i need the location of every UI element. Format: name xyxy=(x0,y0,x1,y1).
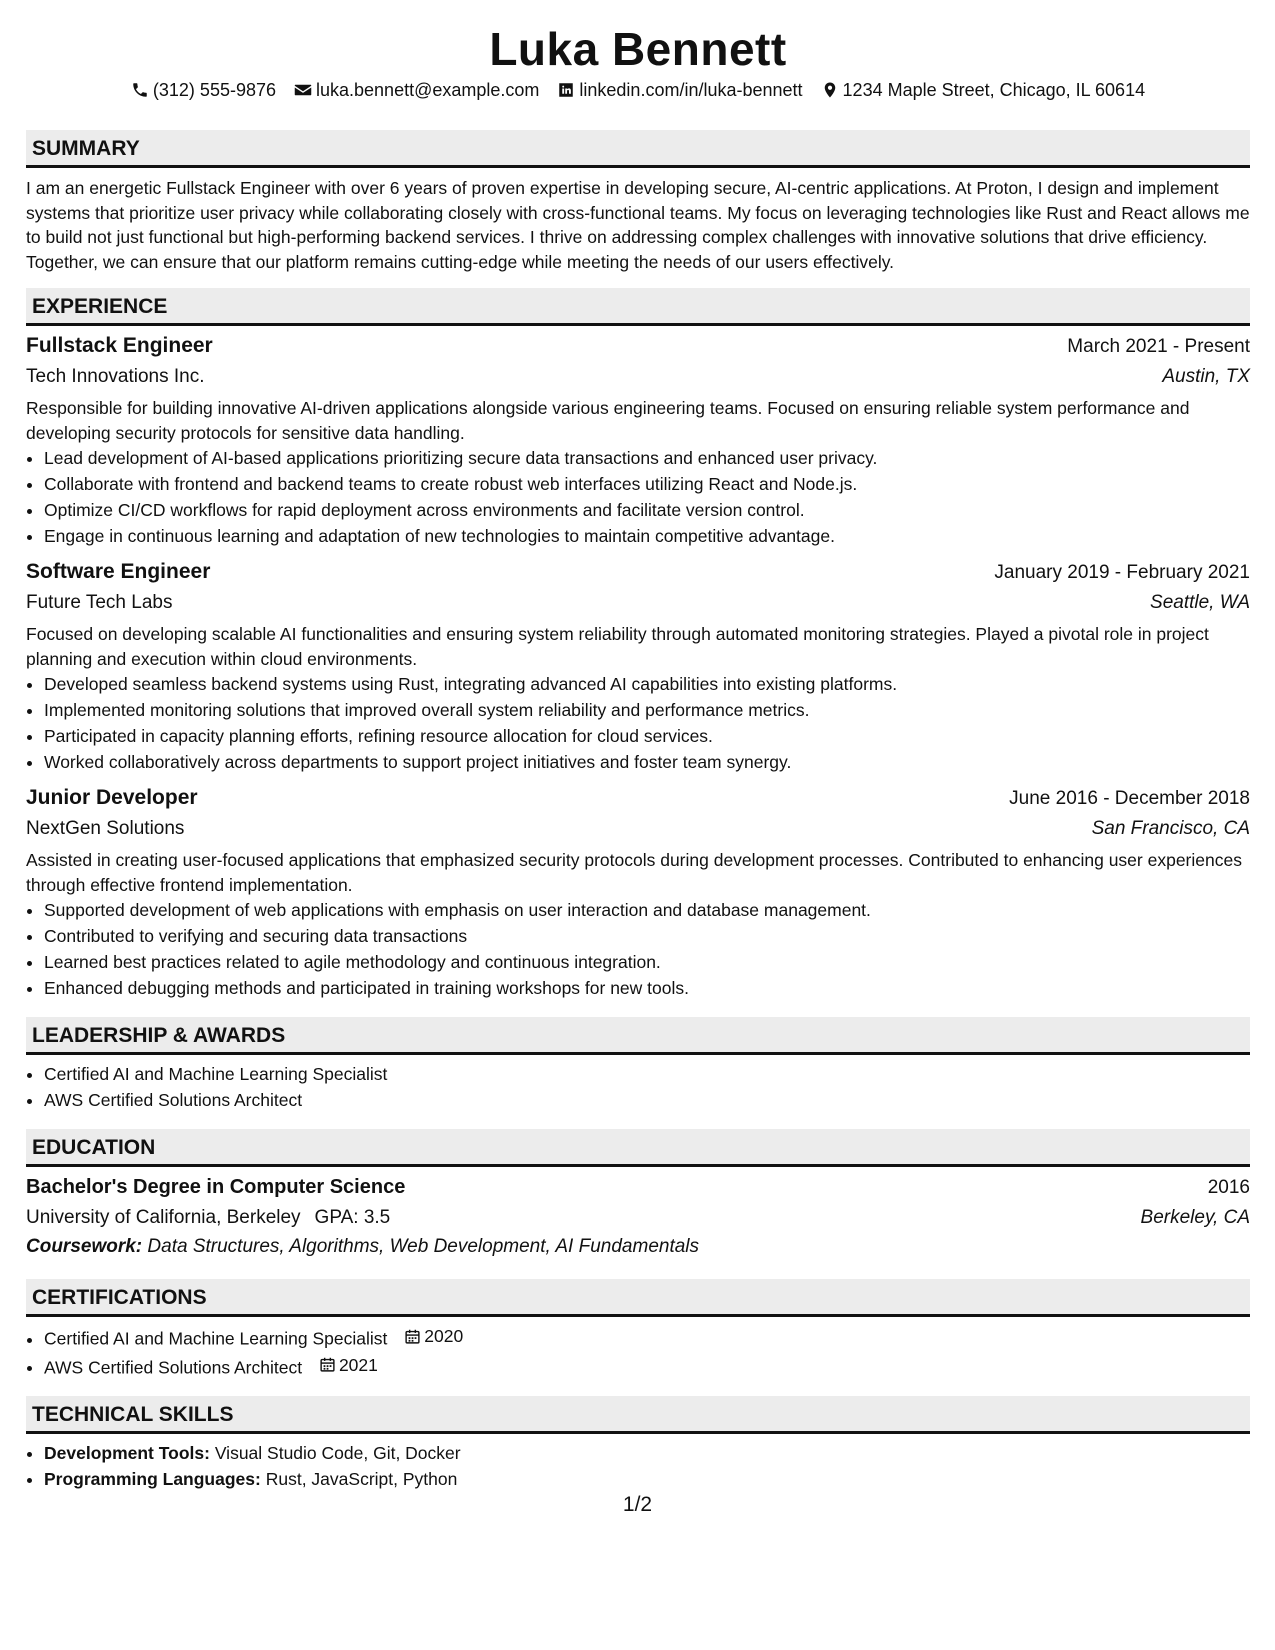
certifications-section xyxy=(26,1279,1250,1380)
list-item: • Participated in capacity planning efforts, refining resource allocation for cloud services. xyxy=(44,723,1250,749)
job-bullets xyxy=(26,671,1250,775)
list-item: • Developed seamless backend systems using Rust, integrating advanced AI capabilities into existing platforms. xyxy=(44,671,1250,697)
list-item: • Implemented monitoring solutions that improved overall system reliability and performance metrics. xyxy=(44,697,1250,723)
job-description: Responsible for building innovative AI-driven applications alongside various engineering teams. Focused on ensuring reliable system performance and developing security protocols for sensitive data handling. xyxy=(26,398,1190,443)
job-description: Focused on developing scalable AI functionalities and ensuring system reliability through automated monitoring strategies. Played a pivotal role in project planning and execution within cloud environments. xyxy=(26,624,1209,669)
certification-name: AWS Certified Solutions Architect xyxy=(44,1357,303,1377)
job-description: Assisted in creating user-focused applications that emphasized security protocols during development processes. Contributed to enhancing user experiences through effective frontend implementation. xyxy=(26,850,1242,895)
coursework-label: Coursework: xyxy=(26,1236,143,1257)
coursework-list: Data Structures, Algorithms, Web Development, AI Fundamentals xyxy=(147,1236,700,1257)
list-item: • Collaborate with frontend and backend teams to create robust web interfaces utilizing React and Node.js. xyxy=(44,471,1250,497)
job-location: San Francisco, CA xyxy=(1091,818,1250,839)
experience-section xyxy=(26,288,1250,1001)
leadership-section xyxy=(26,1017,1250,1113)
skills-list xyxy=(26,1440,1250,1492)
job-dates: January 2019 - February 2021 xyxy=(994,562,1250,583)
job-dates: June 2016 - December 2018 xyxy=(1009,788,1250,809)
job-entry xyxy=(26,783,1250,1001)
job-entry xyxy=(26,557,1250,775)
job-company: NextGen Solutions xyxy=(26,818,185,839)
list-item: • Certified AI and Machine Learning Specialist xyxy=(44,1061,1250,1087)
phone-text: (312) 555-9876 xyxy=(152,80,276,100)
calendar-icon xyxy=(404,1328,421,1345)
school-line xyxy=(26,1203,390,1233)
list-item xyxy=(44,1440,1250,1466)
list-item xyxy=(44,1352,1250,1381)
resume-header xyxy=(26,22,1250,102)
list-item: • Optimize CI/CD workflows for rapid deployment across environments and facilitate version control. xyxy=(44,497,1250,523)
education-section xyxy=(26,1129,1250,1261)
certification-year: 2021 xyxy=(338,1354,378,1375)
calendar-icon xyxy=(319,1356,336,1373)
linkedin-icon xyxy=(557,81,575,99)
gpa: GPA: 3.5 xyxy=(314,1207,391,1228)
skills-section xyxy=(26,1396,1250,1492)
job-entry xyxy=(26,331,1250,549)
job-bullets xyxy=(26,445,1250,549)
list-item: • Worked collaboratively across departments to support project initiatives and foster team synergy. xyxy=(44,749,1250,775)
list-item: • Supported development of web applications with emphasis on user interaction and database management. xyxy=(44,897,1250,923)
job-bullets xyxy=(26,897,1250,1001)
skill-value: Rust, JavaScript, Python xyxy=(265,1469,458,1489)
leadership-heading: LEADERSHIP & AWARDS xyxy=(26,1017,1250,1055)
job-title: Junior Developer xyxy=(26,786,198,809)
certifications-heading: CERTIFICATIONS xyxy=(26,1279,1250,1317)
contact-email[interactable] xyxy=(294,78,539,102)
graduation-year: 2016 xyxy=(1207,1177,1250,1198)
contact-linkedin[interactable] xyxy=(557,78,802,102)
skill-label: Programming Languages: xyxy=(44,1469,261,1489)
job-location: Seattle, WA xyxy=(1150,592,1250,613)
certifications-list xyxy=(26,1323,1250,1380)
skill-label: Development Tools: xyxy=(44,1443,210,1463)
list-item xyxy=(44,1466,1250,1492)
certification-date xyxy=(404,1323,463,1349)
skills-heading: TECHNICAL SKILLS xyxy=(26,1396,1250,1434)
list-item: • Learned best practices related to agile methodology and continuous integration. xyxy=(44,949,1250,975)
education-heading: EDUCATION xyxy=(26,1129,1250,1167)
summary-heading: SUMMARY xyxy=(26,130,1250,168)
degree-title: Bachelor's Degree in Computer Science xyxy=(26,1176,406,1198)
job-dates: March 2021 - Present xyxy=(1067,336,1250,357)
list-item: • Enhanced debugging methods and participated in training workshops for new tools. xyxy=(44,975,1250,1001)
email-text: luka.bennett@example.com xyxy=(316,80,540,100)
summary-text: I am an energetic Fullstack Engineer with over 6 years of proven expertise in developing secure, AI-centric applications. At Proton, I design and implement systems that prioritize user privacy while collaborating closely with cross-functional teams. My focus on leveraging technologies like Rust and React allows me to build not just functional but high-performing backend services. I thrive on addressing complex challenges with innovative solutions that drive efficiency. Together, we can ensure that our platform remains cutting-edge while meeting the needs of our users effectively. xyxy=(26,178,1250,272)
education-entry xyxy=(26,1172,1250,1261)
phone-icon xyxy=(131,81,149,99)
school-name: University of California, Berkeley xyxy=(26,1207,301,1228)
coursework xyxy=(26,1233,1250,1261)
address-text: 1234 Maple Street, Chicago, IL 60614 xyxy=(842,80,1146,100)
certification-year: 2020 xyxy=(424,1326,464,1346)
job-title: Fullstack Engineer xyxy=(26,334,213,357)
certification-name: Certified AI and Machine Learning Specialist xyxy=(44,1328,388,1349)
job-company: Future Tech Labs xyxy=(26,592,173,613)
contact-address xyxy=(821,78,1146,102)
envelope-icon xyxy=(294,81,312,99)
page-number: 1/2 xyxy=(622,1493,653,1516)
experience-heading: EXPERIENCE xyxy=(26,288,1250,326)
list-item: • Lead development of AI-based applications prioritizing secure data transactions and enhanced user privacy. xyxy=(44,445,1250,471)
resume-page xyxy=(26,22,1250,1492)
list-item: • Contributed to verifying and securing data transactions xyxy=(44,923,1250,949)
candidate-name: Luka Bennett xyxy=(489,23,787,75)
list-item: • AWS Certified Solutions Architect xyxy=(44,1087,1250,1113)
job-company: Tech Innovations Inc. xyxy=(26,366,205,387)
certification-date xyxy=(319,1352,378,1378)
job-location: Austin, TX xyxy=(1162,366,1250,387)
school-location: Berkeley, CA xyxy=(1140,1207,1250,1228)
list-item xyxy=(44,1323,1250,1352)
leadership-list xyxy=(26,1061,1250,1113)
summary-section xyxy=(26,130,1250,274)
linkedin-text: linkedin.com/in/luka-bennett xyxy=(579,80,803,100)
contact-bar xyxy=(26,78,1250,102)
contact-phone xyxy=(131,78,276,102)
map-pin-icon xyxy=(821,81,839,99)
job-title: Software Engineer xyxy=(26,560,211,583)
list-item: • Engage in continuous learning and adaptation of new technologies to maintain competitive advantage. xyxy=(44,523,1250,549)
skill-value: Visual Studio Code, Git, Docker xyxy=(214,1443,461,1463)
